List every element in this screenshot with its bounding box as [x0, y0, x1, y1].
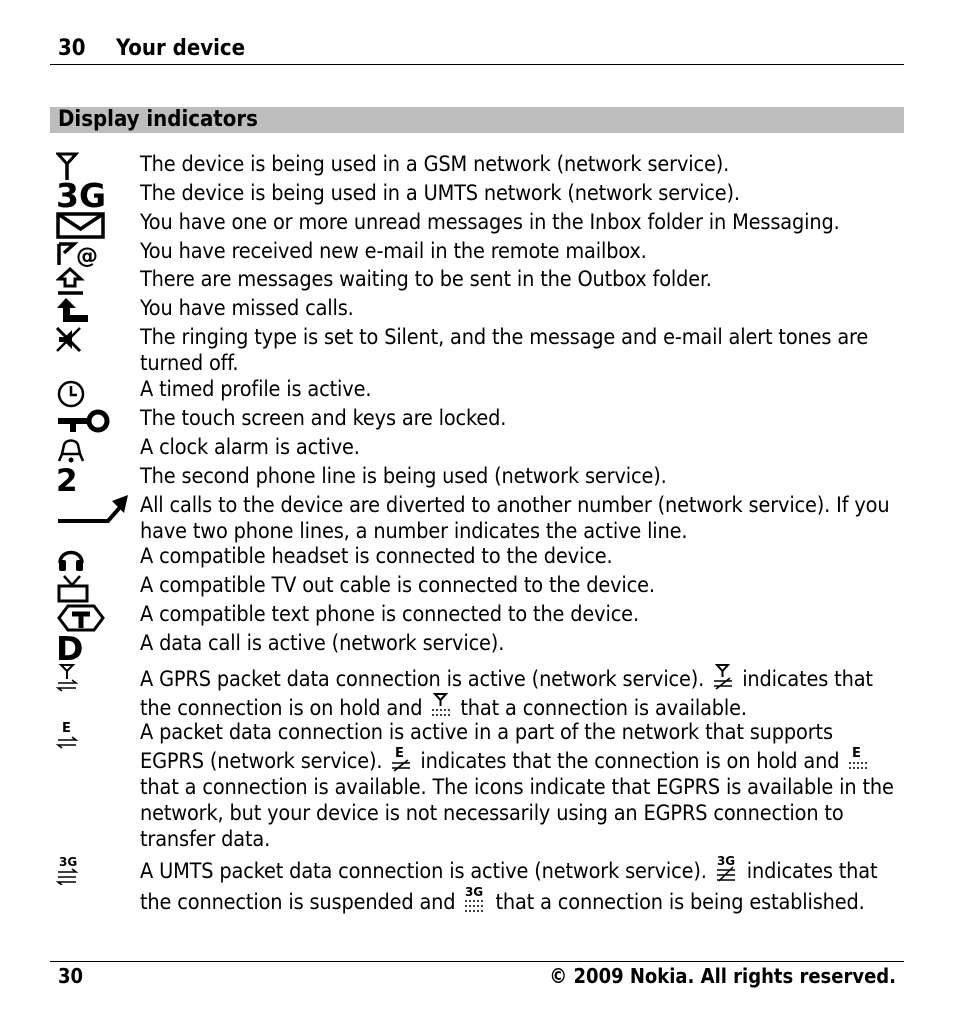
gprs-active-icon: [56, 664, 80, 696]
indicator-text: A compatible headset is connected to the device.: [140, 544, 613, 569]
page-footer: [50, 961, 904, 988]
umts-establishing-icon: [463, 885, 487, 913]
egprs-available-icon: [847, 746, 869, 772]
unread-message-envelope-icon: [56, 212, 106, 244]
indicator-text: You have missed calls.: [140, 296, 354, 321]
silent-profile-icon: [56, 327, 82, 357]
indicator-text: A clock alarm is active.: [140, 435, 360, 460]
svg-text:E: E: [395, 746, 405, 761]
indicator-text: You have one or more unread messages in the Inbox folder in Messaging.: [140, 210, 840, 235]
indicator-text: A compatible text phone is connected to the device.: [140, 602, 639, 627]
data-call-icon: [56, 629, 82, 667]
umts-text-part3: that a connection is being established.: [495, 890, 865, 915]
indicator-text: A data call is active (network service).: [140, 631, 505, 656]
indicator-text: [140, 720, 902, 853]
egprs-hold-icon: [390, 746, 412, 772]
egprs-active-icon: [56, 721, 80, 755]
indicator-text: A compatible TV out cable is connected to the device.: [140, 573, 655, 598]
indicator-text: You have received new e-mail in the remote mailbox.: [140, 239, 647, 264]
indicator-text: The touch screen and keys are locked.: [140, 406, 507, 431]
call-divert-arrow-icon: [56, 493, 130, 531]
data-call-label: D: [56, 629, 82, 663]
section-heading-bar: [50, 107, 904, 133]
indicator-text: [140, 664, 902, 722]
egprs-text-part2: indicates that the connection is on hold and: [420, 749, 840, 774]
page-header: [50, 36, 904, 65]
indicator-text: The device is being used in a GSM network (network service).: [140, 152, 730, 177]
key-lock-icon: [56, 408, 110, 440]
umts-text-part1: A UMTS packet data connection is active (network service).: [140, 859, 707, 884]
umts-suspended-icon: [715, 854, 739, 882]
footer-page-number: 30: [58, 964, 84, 988]
umts-packet-active-icon: [56, 855, 82, 889]
gprs-text-part1: A GPRS packet data connection is active (network service).: [140, 667, 705, 692]
indicator-text: A timed profile is active.: [140, 377, 372, 402]
umts-3g-icon: [56, 177, 104, 215]
egprs-label: E: [62, 721, 71, 736]
umts-packet-label: 3G: [59, 855, 78, 869]
header-chapter-title: Your device: [116, 36, 246, 61]
gprs-hold-icon: [712, 664, 734, 690]
svg-text:3G: 3G: [465, 885, 484, 899]
indicator-text: There are messages waiting to be sent in the Outbox folder.: [140, 267, 712, 292]
footer-copyright: © 2009 Nokia. All rights reserved.: [549, 964, 896, 988]
header-page-number: 30: [58, 36, 86, 61]
svg-text:3G: 3G: [716, 854, 735, 868]
umts-3g-label: 3G: [56, 177, 104, 211]
gprs-available-icon: [430, 693, 452, 719]
second-line-label: 2: [56, 463, 78, 494]
indicator-text: The ringing type is set to Silent, and the message and e-mail alert tones are turned off.: [140, 325, 869, 376]
umts-text-part2: indicates that the connection is suspended and: [140, 859, 878, 915]
svg-text:@: @: [76, 244, 98, 267]
indicator-text: All calls to the device are diverted to another number (network service). If you have two phone lines, a number indicates the active line.: [140, 493, 890, 544]
egprs-text-part3: that a connection is available. The icons indicate that EGPRS is available in the network, but your device is not necessarily using an EGPRS connection to transfer data.: [140, 775, 894, 852]
egprs-text-part1: A packet data connection is active in a part of the network that supports EGPRS (network service).: [140, 720, 833, 774]
svg-text:E: E: [852, 746, 862, 761]
section-title: Display indicators: [58, 107, 258, 132]
indicator-text: The device is being used in a UMTS network (network service).: [140, 181, 740, 206]
gprs-text-part3: that a connection is available.: [460, 696, 747, 721]
indicator-text: The second phone line is being used (network service).: [140, 464, 667, 489]
gprs-text-part2: indicates that the connection is on hold and: [140, 667, 873, 721]
indicator-text: [140, 854, 902, 916]
